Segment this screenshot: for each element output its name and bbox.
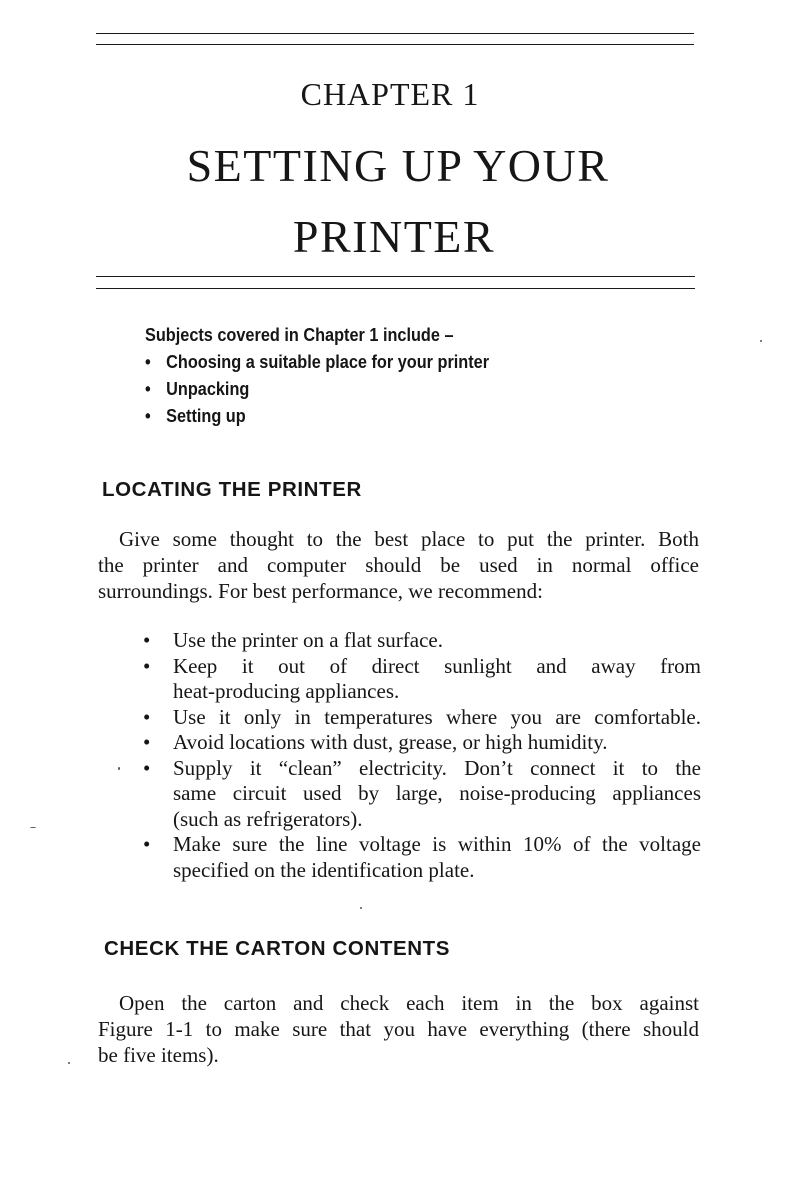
subjects-intro: Subjects covered in Chapter 1 include –: [145, 324, 454, 345]
subject-item: [145, 348, 489, 375]
recommendation-line: Use it only in temperatures where you are comfortable.: [173, 704, 701, 729]
subject-item-text: Setting up: [166, 405, 246, 426]
recommendation-item: [143, 705, 701, 731]
scan-speck: [760, 340, 762, 342]
bullet-icon: •: [143, 704, 151, 729]
subject-item-text: Choosing a suitable place for your printer: [166, 351, 490, 372]
recommendations-list: [143, 628, 701, 883]
recommendation-line: specified on the identification plate.: [173, 857, 475, 882]
scan-speck: [118, 767, 120, 770]
recommendation-line: (such as refrigerators).: [173, 806, 363, 831]
locating-paragraph: [98, 526, 699, 604]
paragraph-line: be five items).: [98, 1043, 219, 1067]
paragraph-line: Give some thought to the best place to put the printer. Both: [119, 527, 699, 551]
bullet-icon: •: [143, 628, 151, 652]
bullet-icon: •: [145, 405, 151, 426]
paragraph-line: surroundings. For best performance, we recommend:: [98, 579, 543, 603]
chapter-title-line-2: PRINTER: [292, 211, 496, 262]
scan-speck: [68, 1062, 70, 1064]
bullet-icon: •: [143, 832, 151, 856]
paragraph-line: Figure 1-1 to make sure that you have everything (there should: [98, 1017, 699, 1041]
bullet-icon: •: [143, 730, 151, 754]
recommendation-line: Supply it “clean” electricity. Don’t connect it to the: [173, 755, 701, 780]
recommendation-item: [143, 628, 701, 654]
bullet-icon: •: [145, 378, 151, 399]
recommendation-line: Make sure the line voltage is within 10% of the voltage: [173, 832, 701, 856]
recommendation-line: heat-producing appliances.: [173, 679, 400, 703]
title-rule-upper: [96, 276, 695, 277]
recommendation-item: [143, 756, 701, 833]
recommendation-line: Avoid locations with dust, grease, or high humidity.: [173, 730, 608, 754]
bullet-icon: •: [145, 351, 151, 372]
recommendation-line: same circuit used by large, noise-producing appliances: [173, 781, 701, 805]
subject-item: [145, 402, 489, 429]
chapter-label: CHAPTER 1: [300, 76, 480, 112]
paragraph-line: the printer and computer should be used in normal office: [98, 553, 699, 577]
scan-speck: [360, 907, 362, 909]
recommendation-item: [143, 730, 701, 756]
scan-speck: [30, 827, 36, 828]
top-rule-upper: [96, 33, 694, 34]
subject-item: [145, 375, 489, 402]
bullet-icon: •: [143, 653, 151, 678]
top-rule-lower: [96, 44, 694, 45]
recommendation-item: [143, 654, 701, 705]
title-rule-lower: [96, 288, 695, 289]
bullet-icon: •: [143, 755, 151, 780]
recommendation-item: [143, 832, 701, 883]
subjects-list: [145, 321, 489, 429]
carton-paragraph: [98, 990, 699, 1068]
chapter-title-line-1: SETTING UP YOUR: [186, 140, 610, 191]
recommendation-line: Use the printer on a flat surface.: [173, 628, 443, 652]
section-heading-locating: LOCATING THE PRINTER: [102, 478, 362, 501]
subject-item-text: Unpacking: [166, 378, 250, 399]
recommendation-line: Keep it out of direct sunlight and away from: [173, 653, 701, 678]
section-heading-carton: CHECK THE CARTON CONTENTS: [104, 937, 451, 960]
paragraph-line: Open the carton and check each item in the box against: [119, 991, 699, 1015]
